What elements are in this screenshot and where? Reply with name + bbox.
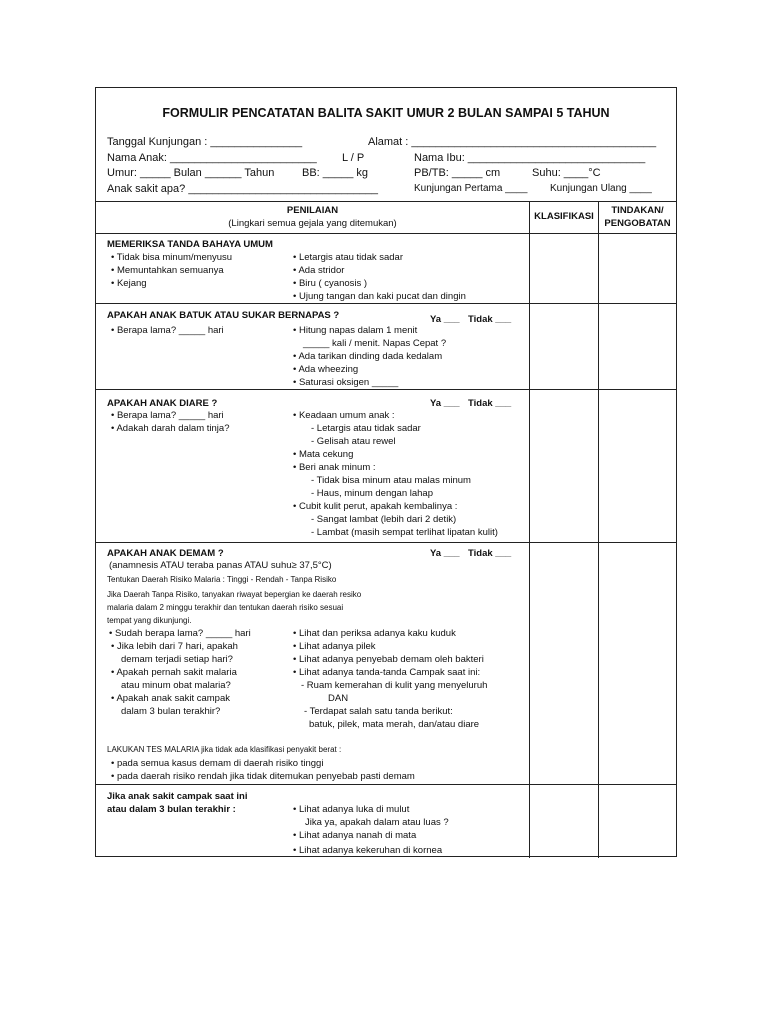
section-title: Jika anak sakit campak saat ini [107, 791, 248, 802]
column-divider [598, 201, 599, 858]
tanggal-field[interactable]: Tanggal Kunjungan : _______________ [107, 136, 303, 148]
checklist-item[interactable]: • Cubit kulit perut, apakah kembalinya : [293, 501, 457, 512]
checklist-item[interactable]: • Ada stridor [293, 265, 344, 276]
ya-field[interactable]: Ya ___ [430, 398, 460, 409]
gender-field[interactable]: L / P [342, 152, 365, 164]
alamat-field[interactable]: Alamat : ________________________________________ [368, 136, 657, 148]
checklist-item[interactable]: • Lihat dan periksa adanya kaku kuduk [293, 628, 456, 639]
checklist-item[interactable]: • Kejang [111, 278, 147, 289]
checklist-subitem[interactable]: - Haus, minum dengan lahap [311, 488, 433, 499]
penilaian-subheader: (Lingkari semua gejala yang ditemukan) [228, 218, 397, 229]
checklist-subitem[interactable]: - Ruam kemerahan di kulit yang menyeluruh [301, 680, 488, 691]
ya-field[interactable]: Ya ___ [430, 548, 460, 559]
checklist-subitem[interactable]: _____ kali / menit. Napas Cepat ? [303, 338, 447, 349]
checklist-item[interactable]: • Letargis atau tidak sadar [293, 252, 403, 263]
checklist-item[interactable]: • Keadaan umum anak : [293, 410, 395, 421]
checklist-subitem[interactable]: atau minum obat malaria? [121, 680, 231, 691]
checklist-item[interactable]: • Lihat adanya kekeruhan di kornea [293, 845, 442, 856]
checklist-item[interactable]: • Ada tarikan dinding dada kedalam [293, 351, 442, 362]
checklist-item[interactable]: • Lihat adanya nanah di mata [293, 830, 416, 841]
checklist-item[interactable]: • Ujung tangan dan kaki pucat dan dingin [293, 291, 466, 302]
section-title: APAKAH ANAK DIARE ? [107, 398, 218, 409]
checklist-subitem[interactable]: - Terdapat salah satu tanda berikut: [304, 706, 453, 717]
checklist-item[interactable]: • Biru ( cyanosis ) [293, 278, 367, 289]
section-title: atau dalam 3 bulan terakhir : [107, 804, 236, 815]
instruction-text: Jika Daerah Tanpa Risiko, tanyakan riwayat bepergian ke daerah resiko [107, 590, 362, 599]
checklist-subitem[interactable]: - Gelisah atau rewel [311, 436, 396, 447]
checklist-item[interactable]: • Apakah anak sakit campak [111, 693, 230, 704]
instruction-text: tempat yang dikunjungi. [107, 616, 192, 625]
malaria-test-instruction: LAKUKAN TES MALARIA jika tidak ada klasifikasi penyakit berat : [107, 745, 342, 754]
checklist-item[interactable]: • Lihat adanya penyebab demam oleh bakteri [293, 654, 484, 665]
bb-field[interactable]: BB: _____ kg [302, 167, 369, 179]
checklist-item[interactable]: • Apakah pernah sakit malaria [111, 667, 237, 678]
nama-ibu-field[interactable]: Nama Ibu: _____________________________ [414, 152, 646, 164]
checklist-subitem[interactable]: demam terjadi setiap hari? [121, 654, 233, 665]
checklist-item[interactable]: • Berapa lama? _____ hari [111, 325, 224, 336]
checklist-subitem[interactable]: - Sangat lambat (lebih dari 2 detik) [311, 514, 457, 525]
checklist-item[interactable]: • Lihat adanya luka di mulut [293, 804, 409, 815]
section-subtitle: (anamnesis ATAU teraba panas ATAU suhu≥ 37,5°C) [109, 560, 332, 571]
checklist-item[interactable]: • Lihat adanya tanda-tanda Campak saat ini: [293, 667, 480, 678]
checklist-item[interactable]: • Beri anak minum : [293, 462, 376, 473]
section-title: APAKAH ANAK BATUK ATAU SUKAR BERNAPAS ? [107, 310, 340, 321]
patient-form [95, 87, 677, 857]
malaria-risk-line[interactable]: Tentukan Daerah Risiko Malaria : Tinggi - Rendah - Tanpa Risiko [107, 575, 337, 584]
nama-anak-field[interactable]: Nama Anak: ________________________ [107, 152, 317, 164]
checklist-item[interactable]: • pada daerah risiko rendah jika tidak ditemukan penyebab pasti demam [111, 771, 415, 782]
klasifikasi-header: KLASIFIKASI [534, 211, 594, 222]
kunjungan-pertama-field[interactable]: Kunjungan Pertama ____ [414, 183, 528, 194]
section-title: MEMERIKSA TANDA BAHAYA UMUM [107, 239, 273, 250]
checklist-item[interactable]: • Mata cekung [293, 449, 353, 460]
checklist-item[interactable]: • Tidak bisa minum/menyusu [111, 252, 232, 263]
table-top-line [96, 201, 676, 202]
tidak-field[interactable]: Tidak ___ [468, 314, 512, 325]
checklist-item[interactable]: • Jika lebih dari 7 hari, apakah [111, 641, 238, 652]
tidak-field[interactable]: Tidak ___ [468, 548, 512, 559]
checklist-item[interactable]: • Adakah darah dalam tinja? [111, 423, 229, 434]
checklist-subitem[interactable]: - Tidak bisa minum atau malas minum [311, 475, 471, 486]
checklist-subitem[interactable]: batuk, pilek, mata merah, dan/atau diare [309, 719, 480, 730]
checklist-subitem: DAN [328, 693, 349, 704]
umur-field[interactable]: Umur: _____ Bulan ______ Tahun [107, 167, 275, 179]
instruction-text: malaria dalam 2 minggu terakhir dan tentukan daerah risiko sesuai [107, 603, 344, 612]
column-divider [529, 201, 530, 858]
checklist-subitem[interactable]: - Letargis atau tidak sadar [311, 423, 421, 434]
checklist-item[interactable]: • Saturasi oksigen _____ [293, 377, 398, 388]
suhu-field[interactable]: Suhu: ____°C [532, 167, 601, 179]
checklist-item[interactable]: • pada semua kasus demam di daerah risiko tinggi [111, 758, 323, 769]
checklist-item[interactable]: • Berapa lama? _____ hari [111, 410, 224, 421]
section-divider [96, 542, 676, 543]
ya-field[interactable]: Ya ___ [430, 314, 460, 325]
checklist-subitem[interactable]: - Lambat (masih sempat terlihat lipatan kulit) [311, 527, 498, 538]
section-divider [96, 784, 676, 785]
checklist-item[interactable]: • Ada wheezing [293, 364, 358, 375]
section-divider [96, 389, 676, 390]
kunjungan-ulang-field[interactable]: Kunjungan Ulang ____ [550, 183, 652, 194]
checklist-item[interactable]: • Sudah berapa lama? _____ hari [109, 628, 251, 639]
table-header-line [96, 233, 676, 234]
form-title: FORMULIR PENCATATAN BALITA SAKIT UMUR 2 BULAN SAMPAI 5 TAHUN [162, 106, 610, 120]
checklist-item[interactable]: • Memuntahkan semuanya [111, 265, 224, 276]
section-divider [96, 303, 676, 304]
checklist-item[interactable]: • Lihat adanya pilek [293, 641, 376, 652]
tindakan-header: TINDAKAN/ [611, 205, 664, 216]
checklist-subitem[interactable]: dalam 3 bulan terakhir? [121, 706, 221, 717]
checklist-item[interactable]: • Hitung napas dalam 1 menit [293, 325, 417, 336]
tidak-field[interactable]: Tidak ___ [468, 398, 512, 409]
pbtb-field[interactable]: PB/TB: _____ cm [414, 167, 501, 179]
penilaian-header: PENILAIAN [286, 205, 339, 216]
anak-sakit-field[interactable]: Anak sakit apa? _______________________________ [107, 183, 378, 195]
section-title: APAKAH ANAK DEMAM ? [107, 548, 224, 559]
checklist-subitem[interactable]: Jika ya, apakah dalam atau luas ? [305, 817, 449, 828]
pengobatan-header: PENGOBATAN [604, 218, 671, 229]
